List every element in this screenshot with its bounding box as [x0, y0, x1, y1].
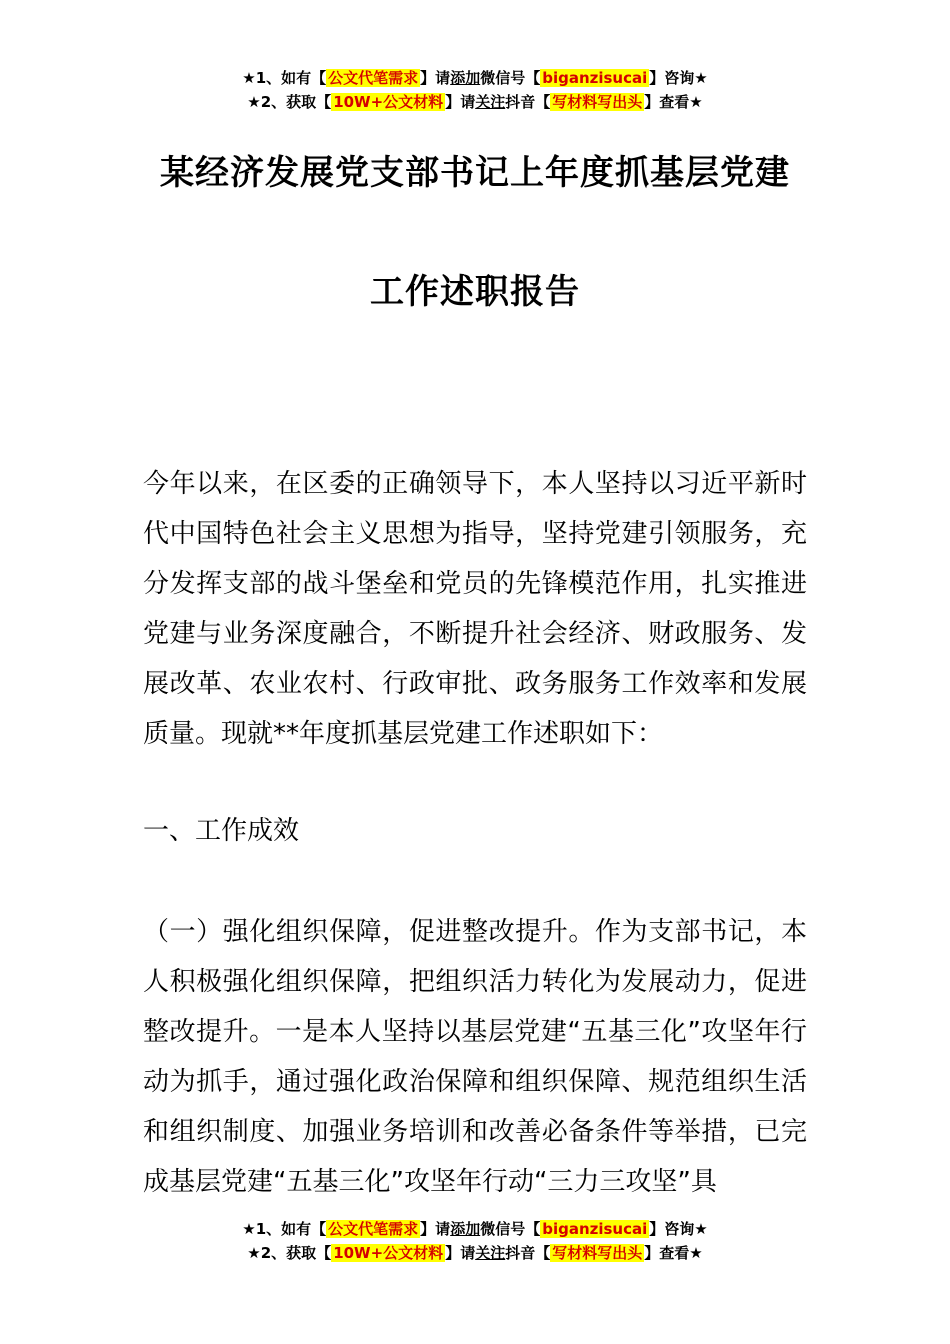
- section-1-paragraph: [143, 907, 807, 1207]
- banner-text: 】查看★: [644, 93, 703, 111]
- intro-text: 今年以来，在区委的正确领导下，本人坚持以习近平新时代中国特色社会主义思想为指导，坚持党建引领服务，充分发挥支部的战斗堡垒和党员的先锋模范作用，扎实推进党建与业务深度融合，不断提升社会经济、财政服务、发展改革、农业农村、行政审批、政务服务工作效率和发展质量。现就**年度抓基层党建工作述职如下：: [143, 469, 807, 749]
- banner-text: 抖音【: [505, 93, 551, 111]
- banner-highlight-douyin: 写材料写出头: [552, 1244, 643, 1262]
- banner-text: 】请: [445, 1244, 476, 1262]
- banner-highlight-wechat: biganzisucai: [542, 69, 648, 87]
- intro-paragraph: [143, 459, 807, 759]
- banner-text: 】咨询★: [649, 1220, 708, 1238]
- section-heading: [143, 806, 807, 856]
- banner-text: 抖音【: [505, 1244, 551, 1262]
- section-1-text: （一）强化组织保障，促进整改提升。作为支部书记，本人积极强化组织保障，把组织活力转化为发展动力，促进整改提升。一是本人坚持以基层党建“五基三化”攻坚年行动为抓手，通过强化政治保障和组织保障、规范组织生活和组织制度、加强业务培训和改善必备条件等举措，已完成基层党建“五基三化”攻坚年行动“三力三攻坚”具: [143, 917, 807, 1197]
- banner-line-2: [0, 1241, 950, 1265]
- banner-line-2: [0, 90, 950, 114]
- footer-banner: [0, 1217, 950, 1265]
- banner-highlight-douyin: 写材料写出头: [552, 93, 643, 111]
- banner-underline: 关注: [475, 1244, 506, 1262]
- document-title-line-1: 某经济发展党支部书记上年度抓基层党建: [160, 153, 790, 193]
- banner-text: ★2、获取【: [247, 1244, 332, 1262]
- banner-line-1: [0, 1217, 950, 1241]
- banner-text: 】请: [420, 69, 451, 87]
- banner-highlight: 10W+公文材料: [333, 93, 444, 111]
- banner-text: ★1、如有【: [242, 1220, 327, 1238]
- banner-highlight: 公文代笔需求: [328, 69, 419, 87]
- banner-highlight-wechat: biganzisucai: [542, 1220, 648, 1238]
- banner-text: 微信号【: [480, 69, 541, 87]
- banner-highlight: 公文代笔需求: [328, 1220, 419, 1238]
- banner-text: ★1、如有【: [242, 69, 327, 87]
- banner-underline: 添加: [450, 69, 481, 87]
- banner-line-1: [0, 66, 950, 90]
- banner-text: 】查看★: [644, 1244, 703, 1262]
- heading-text: 一、工作成效: [143, 816, 300, 846]
- banner-text: 】请: [445, 93, 476, 111]
- banner-text: 】咨询★: [649, 69, 708, 87]
- banner-underline: 关注: [475, 93, 506, 111]
- banner-text: 】请: [420, 1220, 451, 1238]
- banner-text: ★2、获取【: [247, 93, 332, 111]
- document-title-line-2: 工作述职报告: [370, 272, 580, 312]
- banner-highlight: 10W+公文材料: [333, 1244, 444, 1262]
- header-banner: [0, 66, 950, 114]
- banner-text: 微信号【: [480, 1220, 541, 1238]
- banner-underline: 添加: [450, 1220, 481, 1238]
